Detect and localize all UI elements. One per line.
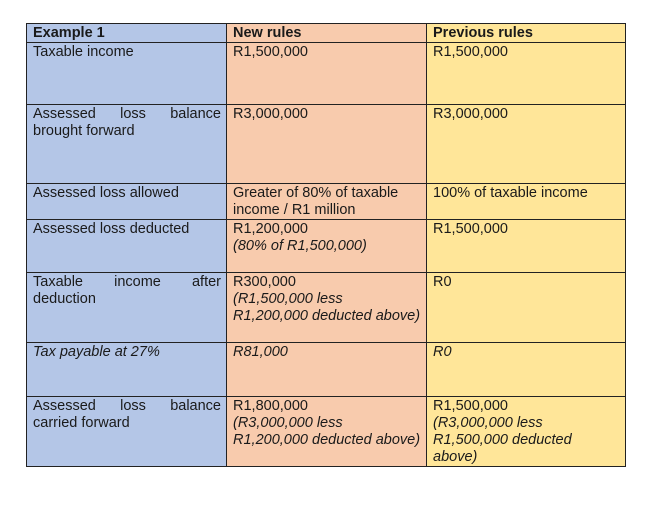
previous-rules-cell bbox=[427, 184, 626, 220]
comparison-table bbox=[26, 23, 626, 467]
new-rules-cell bbox=[227, 220, 427, 273]
new-rules-cell bbox=[227, 397, 427, 467]
table-row bbox=[27, 343, 626, 397]
table-header-row bbox=[27, 24, 626, 43]
cell-text: R1,500,000 bbox=[233, 44, 308, 60]
table-row bbox=[27, 273, 626, 343]
table-row bbox=[27, 184, 626, 220]
previous-rules-cell bbox=[427, 397, 626, 467]
cell-text: R3,000,000 bbox=[233, 106, 308, 122]
row-label: Taxable income after deduction bbox=[27, 273, 227, 343]
cell-text: R1,500,000 bbox=[433, 398, 508, 414]
cell-text: R300,000 bbox=[233, 274, 296, 290]
cell-note: (R3,000,000 less R1,500,000 deducted above) bbox=[433, 415, 572, 465]
cell-text: R0 bbox=[433, 274, 452, 290]
table-row bbox=[27, 220, 626, 273]
row-label: Assessed loss allowed bbox=[27, 184, 227, 220]
cell-text: R1,500,000 bbox=[433, 221, 508, 237]
header-example: Example 1 bbox=[27, 24, 227, 43]
new-rules-cell bbox=[227, 273, 427, 343]
table-row bbox=[27, 397, 626, 467]
cell-note: (R3,000,000 less R1,200,000 deducted above) bbox=[233, 415, 421, 448]
previous-rules-cell bbox=[427, 105, 626, 184]
new-rules-cell bbox=[227, 343, 427, 397]
row-label: Assessed loss balance brought forward bbox=[27, 105, 227, 184]
cell-text: R3,000,000 bbox=[433, 106, 508, 122]
cell-text: R1,200,000 bbox=[233, 221, 308, 237]
new-rules-cell bbox=[227, 43, 427, 105]
cell-text: R1,500,000 bbox=[433, 44, 508, 60]
cell-text: 100% of taxable income bbox=[433, 185, 588, 201]
cell-text: Greater of 80% of taxable income / R1 million bbox=[233, 185, 399, 218]
row-label: Assessed loss deducted bbox=[27, 220, 227, 273]
previous-rules-cell bbox=[427, 220, 626, 273]
new-rules-cell bbox=[227, 105, 427, 184]
row-label: Assessed loss balance carried forward bbox=[27, 397, 227, 467]
cell-note: (R1,500,000 less R1,200,000 deducted above) bbox=[233, 291, 421, 324]
header-new-rules: New rules bbox=[227, 24, 427, 43]
table-row bbox=[27, 105, 626, 184]
table-row bbox=[27, 43, 626, 105]
previous-rules-cell bbox=[427, 343, 626, 397]
row-label: Taxable income bbox=[27, 43, 227, 105]
row-label: Tax payable at 27% bbox=[27, 343, 227, 397]
cell-text: R0 bbox=[433, 344, 452, 360]
header-previous-rules: Previous rules bbox=[427, 24, 626, 43]
previous-rules-cell bbox=[427, 273, 626, 343]
cell-text: R81,000 bbox=[233, 344, 288, 360]
previous-rules-cell bbox=[427, 43, 626, 105]
new-rules-cell bbox=[227, 184, 427, 220]
cell-note: (80% of R1,500,000) bbox=[233, 238, 367, 254]
cell-text: R1,800,000 bbox=[233, 398, 308, 414]
